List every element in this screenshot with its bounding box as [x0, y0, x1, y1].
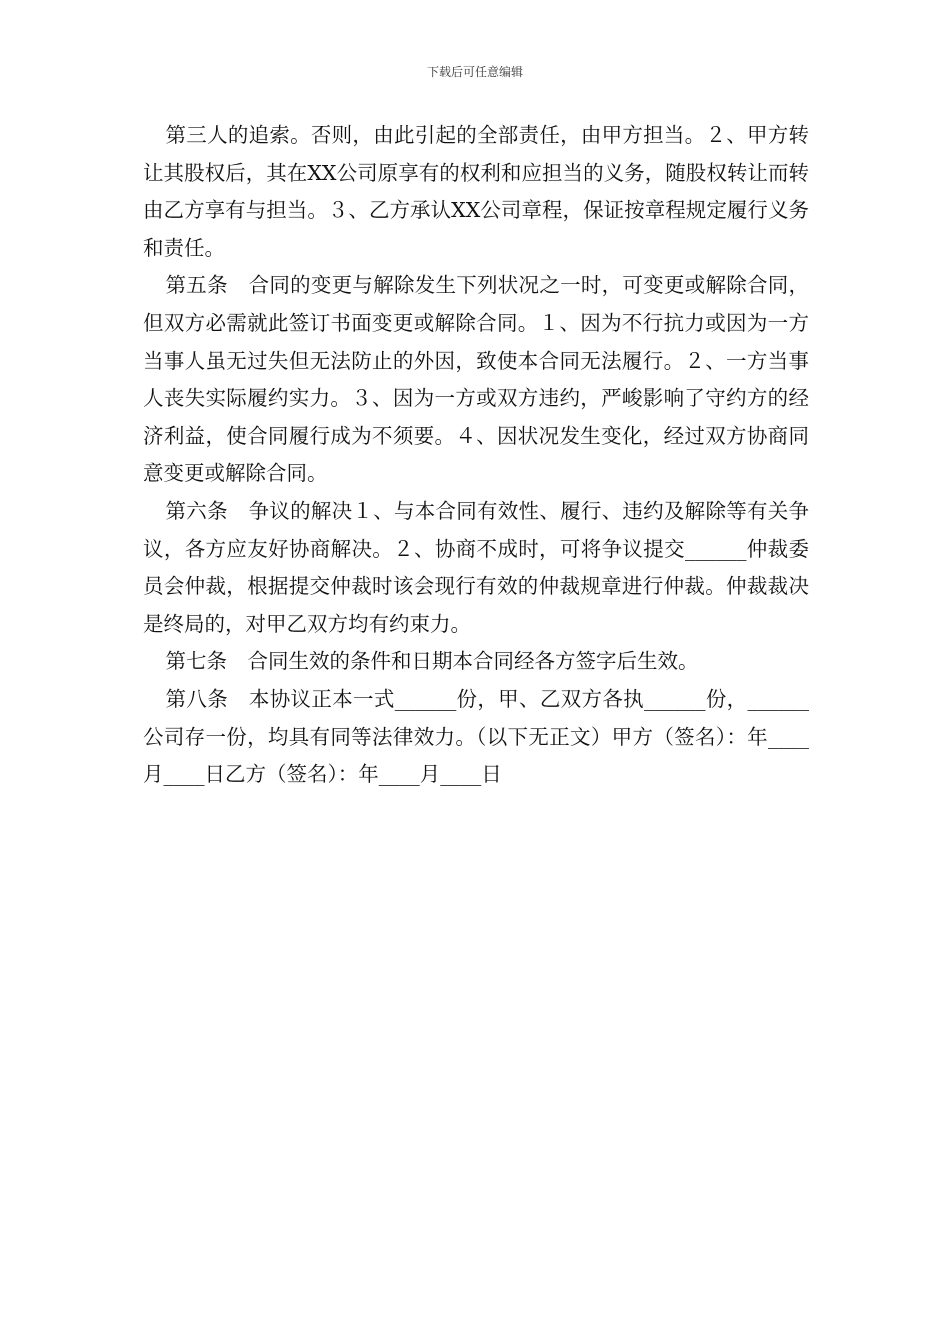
paragraph-article-five: 第五条 合同的变更与解除发生下列状况之一时，可变更或解除合同，但双方必需就此签订书面变更或解除合同。１、因为不行抗力或因为一方当事人虽无过失但无法防止的外因，致使本合同无法履行。２、一方当事人丧失实际履约实力。３、因为一方或双方违约，严峻影响了守约方的经济利益，使合同履行成为不须要。４、因状况发生变化，经过双方协商同意变更或解除合同。 — [143, 273, 809, 486]
paragraph-article-eight: 第八条 本协议正本一式______份，甲、乙双方各执______份，______公司存一份，均具有同等法律效力。（以下无正文）甲方（签名）：年____月____日乙方（签名）：年____月____日 — [143, 686, 809, 787]
paragraph-article-six: 第六条 争议的解决１、与本合同有效性、履行、违约及解除等有关争议，各方应友好协商解决。２、协商不成时，可将争议提交______仲裁委员会仲裁，根据提交仲裁时该会现行有效的仲裁规章进行仲裁。仲裁裁决是终局的，对甲乙双方均有约束力。 — [143, 498, 809, 636]
paragraph-article-seven: 第七条 合同生效的条件和日期本合同经各方签字后生效。 — [165, 649, 699, 674]
document-body — [143, 117, 809, 794]
paragraph-article-four-continued: 第三人的追索。否则，由此引起的全部责任，由甲方担当。２、甲方转让其股权后，其在XX公司原享有的权利和应担当的义务，随股权转让而转由乙方享有与担当。３、乙方承认XX公司章程，保证按章程规定履行义务和责任。 — [143, 123, 809, 260]
page-header-note: 下载后可任意编辑 — [426, 65, 523, 79]
